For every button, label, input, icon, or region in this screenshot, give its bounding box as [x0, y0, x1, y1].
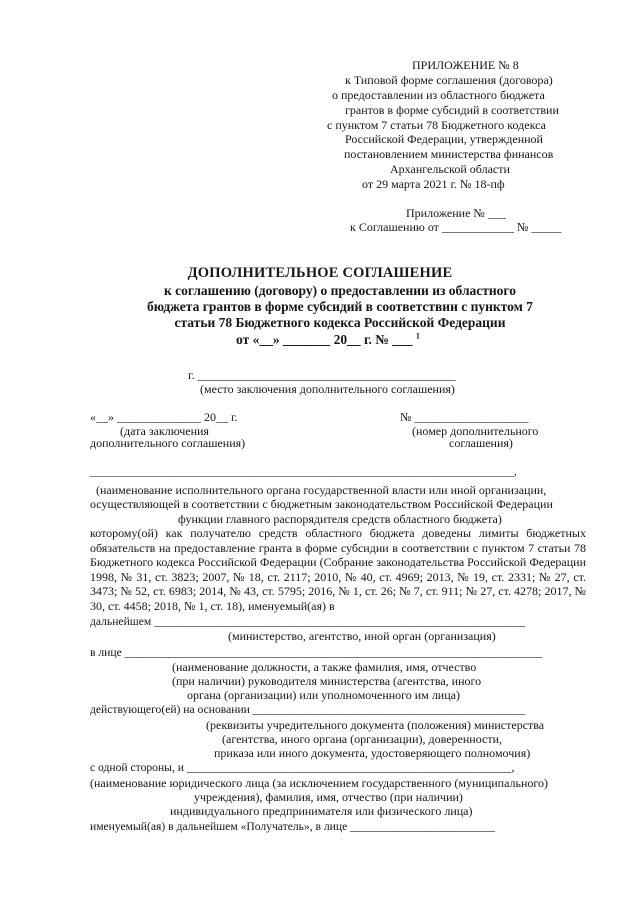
footnote-marker: 1	[415, 331, 420, 341]
date-caption-1: (дата заключения	[120, 424, 209, 438]
person-caption-2: (при наличии) руководителя министерства (агентства, иного	[172, 674, 482, 688]
appendix-number: Приложение № ___	[406, 206, 506, 220]
number-caption-1: (номер дополнительного	[412, 424, 539, 438]
person-caption-3: органа (организации) или уполномоченного им лица)	[187, 688, 460, 702]
document-title: ДОПОЛНИТЕЛЬНОЕ СОГЛАШЕНИЕ	[187, 265, 453, 281]
header-line-4: грантов в форме субсидий в соответствии	[345, 103, 559, 117]
basis-caption-1: (реквизиты учредительного документа (положения) министерства	[206, 718, 545, 732]
header-line-9: от 29 марта 2021 г. № 18-пф	[362, 177, 505, 191]
side-line: с одной стороны, и ________________________________________________________,	[90, 761, 515, 774]
number-line: № ___________________	[400, 410, 529, 424]
recipient-line: именуемый(ая) в дальнейшем «Получатель», в лице _________________________	[90, 820, 496, 833]
organization-line: ________________________________________________________________________________,	[90, 466, 517, 478]
basis-caption-3: приказа или иного документа, удостоверяющего полномочия)	[214, 746, 531, 760]
hereinafter-caption: (министерство, агентство, иной орган (организация)	[228, 629, 496, 643]
header-line-5: с пунктом 7 статьи 78 Бюджетного кодекса	[327, 118, 546, 132]
date-line: «__» ______________ 20__ г.	[90, 410, 238, 424]
header-line-3: о предоставлении из областного бюджета	[332, 88, 545, 102]
header-annex-number: ПРИЛОЖЕНИЕ № 8	[412, 58, 519, 72]
side-caption-3: индивидуального предпринимателя или физического лица)	[170, 804, 473, 818]
hereinafter-line: дальнейшем ________________________________________________________________	[90, 615, 526, 628]
basis-line: действующего(ей) на основании _______________________________________________	[90, 703, 526, 716]
document-subtitle-1: к соглашению (договору) о предоставлении из областного	[164, 283, 516, 298]
main-paragraph: которому(ой) как получателю средств областного бюджета доведены лимиты бюджетных обязательств на предоставление гранта в форме субсидии в соответствии с пунктом 7 статьи 78 Бюджетного кодекса Российской Федерации (Собрание законодательства Российской Федерации 1998, № 31, ст. 3823; 2007, № 18, ст. 2117; 2010, № 40, ст. 4969; 2013, № 19, ст. 2331; № 27, ст. 3473; № 52, ст. 6983; 2014, № 43, ст. 5795; 2016, № 1, ст. 26; № 7, ст. 911; № 27, ст. 4278; 2017, № 30, ст. 4458; 2018, № 1, ст. 18), именуемый(ая) в	[90, 526, 586, 613]
document-date-number: от «__» _______ 20__ г. № ___ $^1$	[236, 331, 420, 347]
place-line: г. ___________________________________________	[188, 368, 456, 382]
appendix-agreement-ref: к Соглашению от ____________ № _____	[350, 220, 562, 234]
document-subtitle-2: бюджета грантов в форме субсидий в соответствии с пунктом 7	[147, 299, 533, 314]
basis-caption-2: (агентства, иного органа (организации), доверенности,	[222, 732, 502, 746]
person-caption-1: (наименование должности, а также фамилия, имя, отчество	[172, 660, 477, 674]
organization-caption-3: функции главного распорядителя средств областного бюджета)	[178, 512, 502, 526]
side-caption-1: (наименование юридического лица (за исключением государственного (муниципального)	[90, 776, 549, 790]
organization-caption-1: (наименование исполнительного органа государственной власти или иной организации,	[96, 483, 547, 497]
date-caption-2: дополнительного соглашения)	[90, 436, 246, 450]
person-line: в лице ________________________________________________________________________	[90, 646, 542, 659]
header-line-8: Архангельской области	[390, 162, 510, 176]
place-caption: (место заключения дополнительного соглашения)	[200, 382, 455, 396]
header-line-2: к Типовой форме соглашения (договора)	[345, 73, 553, 87]
document-subtitle-3: статьи 78 Бюджетного кодекса Российской Федерации	[174, 315, 506, 330]
side-caption-2: учреждения), фамилия, имя, отчество (при наличии)	[194, 790, 463, 804]
header-line-6: Российской Федерации, утвержденной	[345, 132, 543, 146]
organization-caption-2: осуществляющей в соответствии с бюджетным законодательством Российской Федерации	[90, 497, 553, 511]
number-caption-2: соглашения)	[449, 436, 513, 450]
header-line-7: постановлением министерства финансов	[344, 147, 554, 161]
